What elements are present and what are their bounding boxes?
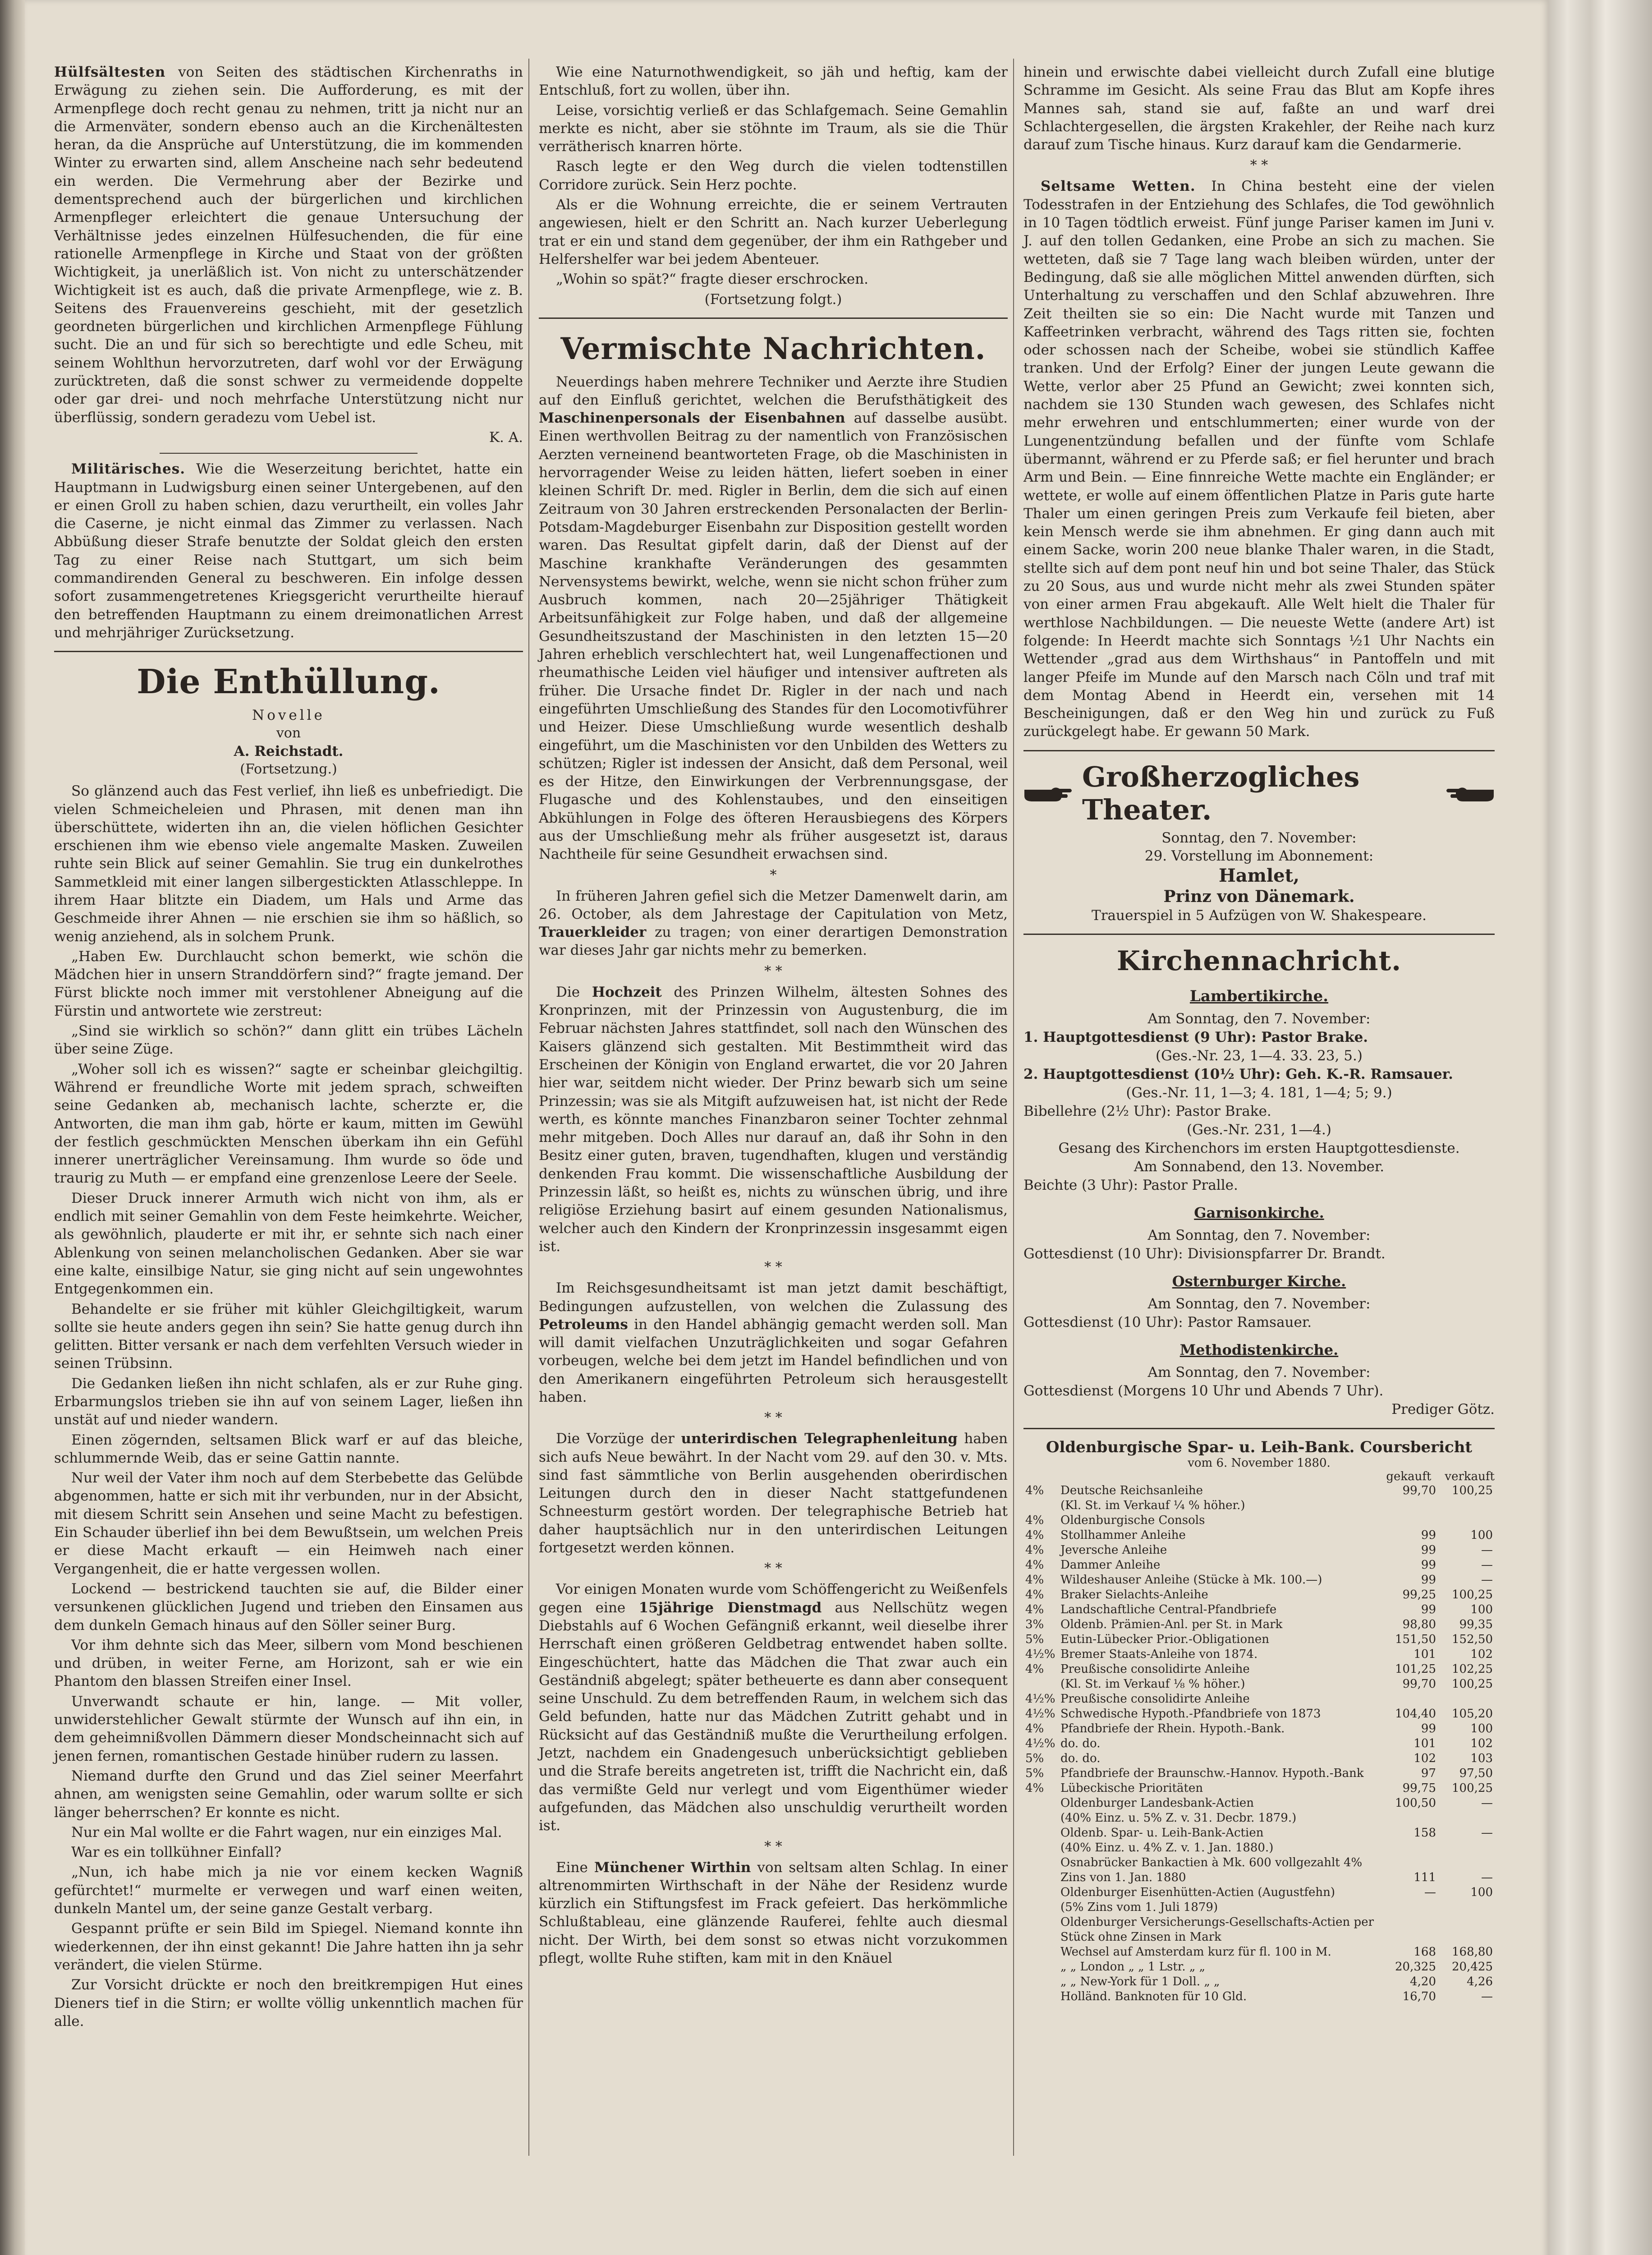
bank-security-name: Wechsel auf Amsterdam kurz für fl. 100 in M. — [1060, 1945, 1331, 1959]
bank-price-sold — [1438, 1841, 1495, 1855]
news-text: des Prinzen Wilhelm, ältesten Sohnes des Kronprinzen, mit der Prinzessin von Augustenburg, die im Februar nächsten Jahres stattfindet, soll nach den Wünschen des Kaisers glänzend sich gestalten. Mit Bestimmtheit wird das Erscheinen der Königin von England erwartet, die vor 20 Jahren hier war, seitdem nicht wieder. Der Prinz bewarb sich um seine Prinzessin; was sie als Mitgift aufzuweisen hat, ist nicht der Rede werth, es könnte manches Finanzbaron seiner Tochter zehnmal mehr mitgeben. Doch Alles nur darauf an, daß ihr Sohn in den Besitz einer guten, braven, tugendhaften, klugen und verständig denkenden Frau kommt. Die wissenschaftliche Ausbildung der Prinzessin läßt, so heißt es, nichts zu wünschen übrig, und ihre religiöse Erziehung basirt auf einem gesunden Nationalismus, welcher auch den Kindern der Kronprinzessin insgesammt eigen ist. — [539, 984, 1008, 1255]
news-text: Die — [556, 984, 580, 1000]
article-paragraph — [54, 63, 523, 427]
bank-price-sold: 20,425 — [1452, 1960, 1493, 1974]
bank-price-bought: 111 — [1413, 1870, 1436, 1884]
novel-genre: Novelle — [252, 707, 325, 724]
bank-price-bought — [1381, 1841, 1438, 1855]
bank-security-name: Dammer Anleihe — [1060, 1558, 1161, 1572]
bank-rate-pct — [1023, 1974, 1059, 1989]
theatre-play-subtitle: Prinz von Dänemark. — [1163, 887, 1355, 906]
bank-row — [1023, 1602, 1495, 1617]
bank-security-name: Schwedische Hypoth.-Pfandbriefe von 1873 — [1060, 1707, 1321, 1721]
bank-row — [1023, 1766, 1495, 1781]
church-name: Garnisonkirche. — [1194, 1204, 1324, 1221]
bank-security-name: „ „ London „ „ 1 Lstr. „ „ — [1060, 1960, 1206, 1974]
bank-security-name: Jeversche Anleihe — [1060, 1543, 1167, 1557]
bank-price-bought: 99 — [1421, 1558, 1436, 1572]
news-item — [539, 1279, 1008, 1406]
bank-row — [1023, 1870, 1495, 1885]
bank-price-bought: 16,70 — [1402, 1989, 1436, 2003]
bank-security-name: Oldenburger Landesbank-Actien — [1060, 1796, 1254, 1810]
bank-price-sold: 97,50 — [1459, 1766, 1493, 1780]
bank-row — [1023, 1483, 1495, 1498]
news-text: Neuerdings haben mehrere Techniker und Aerzte ihre Studien auf den Einfluß gerichtet, welchen die Berufsthätigkeit des — [539, 373, 1008, 408]
bank-rate-pct: 4½% — [1025, 1736, 1055, 1750]
bank-price-sold — [1438, 1900, 1495, 1915]
bank-rate-pct: 4% — [1025, 1513, 1044, 1527]
bank-row — [1023, 1855, 1495, 1870]
novel-paragraph: Nur weil der Vater ihm noch auf dem Sterbebette das Gelübde abgenommen, hatte er sich mit ihr verbunden, nur in der Absicht, mit diesem Schritt sein Ansehen und seine Macht zu befestigen. Ein Schauder überlief ihn bei dem Bewußtsein, um welchen Preis er diese Macht erkauft — ein Heimweh nach einer Vergangenheit, die er hatte vergessen wollen. — [54, 1470, 523, 1577]
bank-row — [1023, 1960, 1495, 1974]
bank-security-name: Stollhammer Anleihe — [1060, 1528, 1186, 1542]
item-separator: * * — [764, 1259, 782, 1275]
item-separator: * * — [764, 1838, 782, 1855]
bank-price-bought: 151,50 — [1395, 1632, 1436, 1646]
bank-security-name: „ „ New-York für 1 Doll. „ „ — [1060, 1974, 1220, 1988]
bank-column-headers — [1023, 1470, 1495, 1483]
novel-paragraph: Wie eine Naturnothwendigkeit, so jäh und heftig, kam der Entschluß, fort zu wollen, über ihn. — [539, 64, 1008, 99]
bank-rates-table — [1023, 1483, 1495, 2004]
church-line: Beichte (3 Uhr): Pastor Pralle. — [1023, 1177, 1238, 1193]
bank-price-bought: 100,50 — [1395, 1796, 1436, 1810]
bank-price-bought: 4,20 — [1410, 1974, 1436, 1988]
bank-security-name: Oldenburger Eisenhütten-Actien (Augustfehn) — [1060, 1885, 1335, 1899]
bank-row — [1023, 1736, 1495, 1751]
bank-price-bought: 99,75 — [1402, 1781, 1436, 1795]
section-rule — [54, 651, 523, 652]
bank-row — [1023, 1662, 1495, 1677]
bank-price-sold: — — [1481, 1573, 1493, 1587]
church-line: Am Sonntag, den 7. November: — [1147, 1227, 1371, 1243]
church-line: Prediger Götz. — [1391, 1401, 1495, 1417]
bank-price-sold: 102 — [1470, 1647, 1493, 1661]
bank-row — [1023, 1558, 1495, 1573]
bank-rate-pct — [1023, 1885, 1059, 1900]
bank-row — [1023, 1751, 1495, 1766]
bank-price-sold — [1438, 1498, 1495, 1513]
novel-paragraph: Unverwandt schaute er hin, lange. — Mit voller, unwiderstehlicher Gewalt stürmte der Wunsch auf ihn ein, in dem geheimnißvollen Dämmern dieser Mondscheinnacht sich auf jenen fernen, romantischen Gestade hinüber rudern zu lassen. — [54, 1693, 523, 1764]
bank-security-name: Preußische consolidirte Anleihe — [1060, 1662, 1250, 1676]
bank-security-name: Lübeckische Prioritäten — [1060, 1781, 1203, 1795]
news-text: Eine — [556, 1859, 588, 1876]
bank-security-name: (Kl. St. im Verkauf ⅛ % höher.) — [1060, 1677, 1245, 1691]
bank-rate-pct — [1023, 1796, 1059, 1811]
column-rule — [528, 59, 529, 2156]
bank-price-bought: 101 — [1413, 1647, 1436, 1661]
bank-price-bought: 99 — [1421, 1573, 1436, 1587]
novel-paragraph: Rasch legte er den Weg durch die vielen todtenstillen Corridore zurück. Sein Herz pochte. — [539, 158, 1008, 193]
church-name: Osternburger Kirche. — [1172, 1272, 1346, 1290]
bank-rate-pct — [1023, 1498, 1059, 1513]
bank-rate-pct: 4% — [1025, 1588, 1044, 1602]
bank-price-bought — [1381, 1915, 1438, 1945]
bank-rate-pct — [1023, 1960, 1059, 1974]
news-item — [539, 373, 1008, 864]
bank-price-bought: 99 — [1421, 1543, 1436, 1557]
bank-row — [1023, 1632, 1495, 1647]
news-text: in den Handel abhängig gemacht werden soll. Man will damit vielfachen Unzuträglichkeiten und sogar Gefahren vorbeugen, welche bei dem jetzt im Handel befindlichen und von den Amerikanern eingeführten Petroleum sich herausgestellt haben. — [539, 1316, 1008, 1405]
bank-row — [1023, 1528, 1495, 1543]
section-rule — [1023, 750, 1495, 751]
novel-paragraph: Behandelte er sie früher mit kühler Gleichgiltigkeit, warum sollte sie heute anders gegen ihn sein? Sie hatte genug durch ihn gelitten. Bitter versank er nach dem verfehlten Versuch wieder in seinen Trübsinn. — [54, 1301, 523, 1372]
item-separator: * * — [764, 1410, 782, 1426]
bank-price-sold: 100 — [1470, 1528, 1493, 1542]
theatre-header — [1023, 760, 1495, 826]
bank-price-bought: 99,70 — [1402, 1677, 1436, 1691]
bank-security-name: Pfandbriefe der Rhein. Hypoth.-Bank. — [1060, 1721, 1285, 1735]
bank-price-bought: 101 — [1413, 1736, 1436, 1750]
bank-price-sold: 100,25 — [1452, 1781, 1493, 1795]
church-line: 2. Hauptgottesdienst (10½ Uhr): Geh. K.-R. Ramsauer. — [1023, 1066, 1453, 1082]
novel-paragraph: Zur Vorsicht drückte er noch den breitkrempigen Hut eines Dieners tief in die Stirn; er wollte völlig unkenntlich machen für alle. — [54, 1977, 523, 2030]
theatre-date: Sonntag, den 7. November: — [1161, 829, 1357, 846]
bank-price-sold: — — [1481, 1543, 1493, 1557]
bank-row — [1023, 1945, 1495, 1960]
novel-paragraph: Als er die Wohnung erreichte, die er seinem Vertrauten angewiesen, hielt er den Schritt an. Nach kurzer Ueberlegung trat er ein und stand dem gegenüber, der ihm ein Rathgeber und Helfershelfer war bei jedem Abenteuer. — [539, 197, 1008, 267]
church-line: (Ges.-Nr. 11, 1—3; 4. 181, 1—4; 5; 9.) — [1126, 1084, 1392, 1101]
news-keyword: Petroleums — [539, 1316, 628, 1333]
novel-paragraph: „Sind sie wirklich so schön?“ dann glitt ein trübes Lächeln über seine Züge. — [54, 1023, 523, 1058]
bank-price-sold — [1438, 1811, 1495, 1826]
bank-row — [1023, 1692, 1495, 1707]
bank-row — [1023, 1721, 1495, 1736]
column-2 — [539, 63, 1008, 1969]
news-keyword: Seltsame Wetten. — [1041, 178, 1196, 195]
news-text: In früheren Jahren gefiel sich die Metzer Damenwelt darin, am 26. October, als dem Jahrestage der Capitulation von Metz, — [539, 888, 1008, 922]
bank-row — [1023, 1974, 1495, 1989]
novel-paragraph: Niemand durfte den Grund und das Ziel seiner Meerfahrt ahnen, am wenigsten seine Gemahlin, oder warum sollte er sich länger beherrschen? Er konnte es nicht. — [54, 1767, 523, 1821]
bank-price-bought: 99,70 — [1402, 1483, 1436, 1497]
bank-price-sold — [1438, 1855, 1495, 1870]
bank-security-name: (5% Zins vom 1. Juli 1879) — [1060, 1900, 1218, 1914]
novel-by: von — [276, 725, 301, 741]
bank-price-sold: — — [1481, 1558, 1493, 1572]
news-item — [1023, 177, 1495, 741]
article-lead: Hülfsältesten — [54, 64, 166, 80]
bank-rate-pct: 5% — [1025, 1751, 1044, 1765]
bank-row — [1023, 1707, 1495, 1721]
news-text: Vor einigen Monaten wurde vom Schöffengericht zu Weißenfels gegen eine — [539, 1581, 1008, 1616]
bank-rate-pct: 4½% — [1025, 1692, 1055, 1706]
bank-security-name: Bremer Staats-Anleihe von 1874. — [1060, 1647, 1258, 1661]
bank-rate-pct: 5% — [1025, 1766, 1044, 1780]
bank-rate-pct — [1023, 1900, 1059, 1915]
bank-price-bought: — — [1424, 1885, 1436, 1899]
bank-col-bought: gekauft — [1386, 1469, 1432, 1483]
bank-security-name: (Kl. St. im Verkauf ¼ % höher.) — [1060, 1498, 1245, 1512]
news-keyword: Trauerkleider — [539, 924, 647, 941]
bank-price-bought: 20,325 — [1395, 1960, 1436, 1974]
bank-row — [1023, 1677, 1495, 1692]
church-name: Methodistenkirche. — [1179, 1341, 1339, 1358]
item-separator: * * — [764, 963, 782, 979]
bank-row — [1023, 1498, 1495, 1513]
bank-report-title: Oldenburgische Spar- u. Leih-Bank. Coursbericht — [1046, 1438, 1473, 1456]
bank-security-name: Preußische consolidirte Anleihe — [1060, 1692, 1250, 1706]
article-signature: K. A. — [489, 429, 523, 446]
bank-rate-pct — [1023, 1841, 1059, 1855]
bank-price-bought: 97 — [1421, 1766, 1436, 1780]
news-keyword: Hochzeit — [592, 984, 662, 1000]
news-text: In China besteht eine der vielen Todesstrafen in der Entziehung des Schlafes, die Tod gewöhnlich in 10 Tagen tödtlich erweist. Fünf junge Pariser kamen im Juni v. J. auf den tollen Gedanken, eine Probe an sich zu machen. Sie wetteten, daß sie 7 Tage lang wach bleiben würden, unter der Bedingung, daß sie alle möglichen Mittel anwenden dürften, sich Unterhaltung zu verschaffen und den Schlaf abzuwehren. Ihre Zeit theilten sie so ein: Die Nacht wurde mit Tanzen und Kaffeetrinken verbracht, während des Tags ritten sie, fochten oder schossen nach der Scheibe, wobei sie stündlich Kaffee tranken. Und der Erfolg? Einer der jungen Leute gewann die Wette, verlor aber 25 Pfund an Gewicht; zwei konnten sich, nachdem sie 130 Stunden wach gewesen, des Schlafes nicht mehr erwehren und entschlummerten; einer wurde von der Lungenentzündung befallen und der fünfte vom Schlafe übermannt, während er zu Pferde saß; er fiel herunter und brach Arm und Bein. — Eine finnreiche Wette machte ein Engländer; er wettete, er wolle auf einem öffentlichen Platze in Paris gute harte Thaler um einen geringen Preis zum Verkaufe feil bieten, aber kein Mensch werde sie ihm abnehmen. Er ging dann auch mit einem Sacke, worin 200 neue blanke Thaler waren, in die Stadt, stellte sich auf dem pont neuf hin und bot seine Thaler, das Stück zu 20 Sous, aus und wurde nicht mehr als zwei Stunden später von einer armen Frau abgekauft. Alle Welt hielt die Thaler für werthlose Nachbildungen. — Die neueste Wette (andere Art) ist folgende: In Heerdt machte sich Sonntags ½1 Uhr Nachts ein Wettender „grad aus dem Wirthshaus“ in Pantoffeln und mit langer Pfeife im Munde auf den Marsch nach Cöln und traf mit dem Montag Abend in Heerdt ein, versehen mit 14 Bescheinigungen, daß er den Weg hin und zurück zu Fuß zurückgelegt habe. Er gewann 50 Mark. — [1023, 178, 1495, 740]
bank-price-bought — [1381, 1692, 1438, 1707]
bank-row — [1023, 1811, 1495, 1826]
bank-price-bought: 99 — [1421, 1721, 1436, 1735]
bank-price-bought: 158 — [1413, 1826, 1436, 1840]
bank-report-date: vom 6. November 1880. — [1188, 1456, 1331, 1470]
church-line: Am Sonntag, den 7. November: — [1147, 1010, 1371, 1027]
bank-price-sold: — — [1481, 1989, 1493, 2003]
bank-rate-pct: 4% — [1025, 1558, 1044, 1572]
bank-price-sold: 4,26 — [1467, 1974, 1493, 1988]
section-rule — [539, 318, 1008, 319]
bank-price-bought: 99,25 — [1402, 1588, 1436, 1602]
bank-price-sold: 168,80 — [1452, 1945, 1493, 1959]
novel-author: A. Reichstadt. — [234, 743, 344, 760]
church-line: Gesang des Kirchenchors im ersten Hauptgottesdienste. — [1058, 1140, 1460, 1156]
bank-row — [1023, 1647, 1495, 1662]
bank-row — [1023, 1826, 1495, 1841]
bank-row — [1023, 1588, 1495, 1602]
column-3 — [1023, 63, 1495, 2004]
bank-price-sold: 100,25 — [1452, 1588, 1493, 1602]
bank-rate-pct — [1023, 1945, 1059, 1960]
bank-row — [1023, 1841, 1495, 1855]
news-keyword: unterirdischen Telegraphenleitung — [681, 1431, 958, 1447]
bank-security-name: Oldenburger Versicherungs-Gesellschafts-Actien per Stück ohne Zinsen in Mark — [1060, 1915, 1374, 1944]
news-item — [539, 887, 1008, 960]
bank-price-sold: — — [1481, 1826, 1493, 1840]
church-line: 1. Hauptgottesdienst (9 Uhr): Pastor Brake. — [1023, 1029, 1368, 1045]
church-name: Lambertikirche. — [1189, 987, 1329, 1005]
bank-price-bought — [1381, 1811, 1438, 1826]
bank-price-sold: 100,25 — [1452, 1483, 1493, 1497]
bank-price-sold: 99,35 — [1459, 1617, 1493, 1631]
bank-row — [1023, 1900, 1495, 1915]
bank-price-bought — [1381, 1498, 1438, 1513]
scan-binding-edge — [0, 0, 25, 2255]
item-separator: * * — [764, 1560, 782, 1577]
news-item — [539, 1859, 1008, 1968]
bank-security-name: Landschaftliche Central-Pfandbriefe — [1060, 1602, 1277, 1616]
section-title: Vermischte Nachrichten. — [560, 331, 986, 366]
bank-price-sold — [1438, 1915, 1495, 1945]
bank-price-bought: 99 — [1421, 1602, 1436, 1616]
bank-row — [1023, 1796, 1495, 1811]
church-line: Gottesdienst (10 Uhr): Divisionspfarrer Dr. Brandt. — [1023, 1245, 1386, 1262]
bank-security-name: Oldenb. Spar- u. Leih-Bank-Actien — [1060, 1826, 1264, 1840]
bank-rate-pct: 4½% — [1025, 1707, 1055, 1721]
news-text: auf dasselbe ausübt. Einen werthvollen Beitrag zu der namentlich von Französischen Aerzten verneinend beantworteten Frage, ob die Maschinisten in hervorragender Weise zu leiden hätten, liefert soeben in einer kleinen Schrift Dr. med. Rigler in Berlin, dem die sich auf einen Zeitraum von 30 Jahren erstreckenden Personalacten der Berlin-Potsdam-Magdeburger Eisenbahn zur Disposition gestellt worden waren. Das Resultat gipfelt darin, daß der Dienst auf der Maschine krankhafte Veränderungen des gesammten Nervensystems bewirkt, welche, wenn sie nicht schon früher zum Ausbruch kommen, nach 20—25jähriger Thätigkeit Arbeitsunfähigkeit zur Folge haben, und daß der allgemeine Gesundheitszustand der Maschinisten in den letzten 15—20 Jahren erheblich verschlechtert hat, weil Lungenaffectionen und rheumathische Leiden viel häufiger und intensiver auftreten als früher. Die Ursache findet Dr. Rigler in der nach und nach eingeführten Umschließung des Standes für den Locomotivführer und Heizer. Diese Umschließung wurde wesentlich deshalb eingeführt, um die Maschinisten vor den Unbilden des Wetters zu schützen; Rigler ist indessen der Ansicht, daß dem Personal, weil es der Hitze, den Einwirkungen der Verbrennungsgase, der Flugasche und des Kohlenstaubes, und den einseitigen Abkühlungen in Folge des öfteren Herausbiegens des Körpers aus der Umschließung mehr als früher ausgesetzt ist, daraus Nachtheile für seine Gesundheit erwachsen sind. — [539, 410, 1008, 863]
bank-security-name: Oldenburgische Consols — [1060, 1513, 1205, 1527]
church-line: Am Sonnabend, den 13. November. — [1133, 1158, 1385, 1175]
novel-paragraph: War es ein tollkühner Einfall? — [71, 1844, 282, 1861]
bank-price-bought — [1381, 1855, 1438, 1870]
bank-rate-pct — [1023, 1915, 1059, 1945]
bank-price-sold — [1438, 1513, 1495, 1528]
novel-paragraph: Leise, vorsichtig verließ er das Schlafgemach. Seine Gemahlin merkte es nicht, aber sie stöhnte im Traum, als sie die Thür verrätherisch knarren hörte. — [539, 102, 1008, 155]
bank-col-sold: verkauft — [1445, 1469, 1495, 1483]
pointing-hand-left-icon — [1445, 783, 1495, 803]
bank-row — [1023, 1513, 1495, 1528]
bank-security-name: Pfandbriefe der Braunschw.-Hannov. Hypoth.-Bank — [1060, 1766, 1364, 1780]
novel-continuation: (Fortsetzung.) — [240, 761, 337, 778]
bank-row — [1023, 1781, 1495, 1796]
pointing-hand-right-icon — [1023, 783, 1073, 803]
news-item — [539, 1430, 1008, 1557]
news-text: haben sich aufs Neue bewährt. In der Nacht vom 29. auf den 30. v. Mts. sind fast sämmtliche von Berlin ausgehenden oberirdischen Leitungen durch den in dieser Nacht stattgefundenen Schneesturm gestört worden. Der telegraphische Betrieb hat daher hauptsächlich nur in den unterirdischen Leitungen fortgesetzt werden können. — [539, 1431, 1008, 1556]
church-line: Bibellehre (2½ Uhr): Pastor Brake. — [1023, 1103, 1271, 1119]
bank-rate-pct: 4% — [1025, 1573, 1044, 1587]
theatre-performance: 29. Vorstellung im Abonnement: — [1144, 847, 1374, 864]
bank-security-name: Braker Sielachts-Anleihe — [1060, 1588, 1208, 1602]
novel-paragraph: Gespannt prüfte er sein Bild im Spiegel. Niemand konnte ihn wiederkennen, der ihn einst gekannt! Die Jahre hatten ihn ja sehr verändert, die vielen Stürme. — [54, 1920, 523, 1973]
bank-rate-pct: 5% — [1025, 1632, 1044, 1646]
church-line: (Ges.-Nr. 231, 1—4.) — [1187, 1121, 1331, 1138]
bank-rate-pct — [1023, 1811, 1059, 1826]
bank-security-name: Wildeshauser Anleihe (Stücke à Mk. 100.—) — [1060, 1573, 1322, 1587]
bank-price-sold: 103 — [1470, 1751, 1493, 1765]
bank-rate-pct: 4½% — [1025, 1647, 1055, 1661]
bank-price-sold: — — [1481, 1870, 1493, 1884]
bank-price-sold: — — [1481, 1796, 1493, 1810]
novel-paragraph: „Nun, ich habe mich ja nie vor einem kecken Wagniß gefürchtet!“ murmelte er verwegen und warf einen weiten, dunkeln Mantel um, der seine ganze Gestalt verbarg. — [54, 1864, 523, 1917]
item-separator: * — [770, 867, 777, 883]
column-rule — [1013, 59, 1014, 2156]
church-line: Gottesdienst (10 Uhr): Pastor Ramsauer. — [1023, 1314, 1312, 1330]
bank-price-bought — [1381, 1900, 1438, 1915]
bank-price-sold: 105,20 — [1452, 1707, 1493, 1721]
bank-security-name: Zins von 1. Jan. 1880 — [1060, 1870, 1186, 1884]
bank-rate-pct: 4% — [1025, 1662, 1044, 1676]
news-item — [539, 1580, 1008, 1835]
news-item — [539, 983, 1008, 1256]
bank-rate-pct — [1023, 1677, 1059, 1692]
novel-paragraph: So glänzend auch das Fest verlief, ihn ließ es unbefriedigt. Die vielen Schmeicheleien und Phrasen, mit denen man ihn überschüttete, widerten ihn an, die vielen höflichen Gesichter erschienen ihm wie ebenso viele angemalte Masken. Zuweilen ruhte sein Blick auf seiner Gemahlin. Sie trug ein dunkelrothes Sammetkleid mit einer langen silbergestickten Atlasschleppe. In ihrem Haar blitzte ein Diadem, um Hals und Arme das Geschmeide ihrer Ahnen — nie erschien sie ihm so häßlich, so wenig anziehend, als in solchem Prunk. — [54, 783, 523, 945]
novel-paragraph: Dieser Druck innerer Armuth wich nicht von ihm, als er endlich mit seiner Gemahlin von dem Feste heimkehrte. Weicher, als gewöhnlich, plauderte er mit ihr, er sehnte sich nach einer Ablenkung von seinen melancholischen Gedanken. Aber sie war eine kalte, einsilbige Natur, sie ging nicht auf sein ungewohntes Entgegenkommen ein. — [54, 1190, 523, 1298]
theatre-play: Hamlet, — [1218, 865, 1300, 886]
bank-price-bought: 104,40 — [1395, 1707, 1436, 1721]
news-keyword: 15jährige Dienstmagd — [638, 1599, 822, 1616]
bank-price-bought: 99 — [1421, 1528, 1436, 1542]
novel-paragraph: Die Gedanken ließen ihn nicht schlafen, als er zur Ruhe ging. Erbarmungslos trieben sie ihn auf von seinem Lager, ließen ihn unstät auf und nieder wandern. — [54, 1375, 523, 1428]
bank-row — [1023, 1989, 1495, 2004]
bank-price-sold: 102 — [1470, 1736, 1493, 1750]
bank-price-bought: 101,25 — [1395, 1662, 1436, 1676]
novel-title: Die Enthüllung. — [137, 663, 441, 702]
section-rule — [1023, 934, 1495, 935]
novel-paragraph: Vor ihm dehnte sich das Meer, silbern vom Mond beschienen und drüben, in weiter Ferne, am Horizont, sah er wie ein Phantom den blassen Streifen einer Insel. — [54, 1637, 523, 1690]
bank-rate-pct: 4% — [1025, 1721, 1044, 1735]
bank-price-bought: 102 — [1413, 1751, 1436, 1765]
bank-price-sold: 100 — [1470, 1602, 1493, 1616]
article-paragraph — [54, 460, 523, 642]
column-1 — [54, 63, 523, 2032]
church-line: Am Sonntag, den 7. November: — [1147, 1295, 1371, 1312]
bank-security-name: do. do. — [1060, 1751, 1101, 1765]
bank-rate-pct: 4% — [1025, 1483, 1044, 1497]
bank-price-sold: 100 — [1470, 1721, 1493, 1735]
bank-price-bought — [1381, 1513, 1438, 1528]
bank-security-name: (40% Einz. u. 5% Z. v. 31. Decbr. 1879.) — [1060, 1811, 1297, 1825]
church-line: Gottesdienst (Morgens 10 Uhr und Abends 7 Uhr). — [1023, 1382, 1384, 1399]
news-keyword: Münchener Wirthin — [594, 1859, 751, 1876]
novel-paragraph: Lockend — bestrickend tauchten sie auf, die Bilder einer versunkenen glücklichen Jugend und trieben den Einsamen aus dem dunkeln Gemach hinaus auf den Söller seiner Burg. — [54, 1580, 523, 1634]
bank-rate-pct: 4% — [1025, 1602, 1044, 1616]
bank-rate-pct — [1023, 1989, 1059, 2004]
bank-price-sold: 100,25 — [1452, 1677, 1493, 1691]
theatre-description: Trauerspiel in 5 Aufzügen von W. Shakespeare. — [1092, 907, 1427, 924]
bank-row — [1023, 1915, 1495, 1945]
bank-security-name: Oldenb. Prämien-Anl. per St. in Mark — [1060, 1617, 1283, 1631]
bank-price-bought: 168 — [1413, 1945, 1436, 1959]
novel-paragraph: Einen zögernden, seltsamen Blick warf er auf das bleiche, schlummernde Weib, das er seine Gattin nannte. — [54, 1431, 523, 1466]
bank-security-name: (40% Einz. u. 4% Z. v. 1. Jan. 1880.) — [1060, 1841, 1274, 1855]
novel-paragraph: „Woher soll ich es wissen?“ sagte er scheinbar gleichgiltig. Während er freundliche Worte mit jedem sprach, schweiften seine Gedanken ab, mechanisch lachte, scherzte er, die Antworten, die man ihm gab, hörte er kaum, mitten im Gewühl der festlich geschmückten Menschen überkam ihn ein Gefühl innerer unerträglicher Vereinsamung. Ihm wurde so öde und traurig zu Muth — er empfand eine grenzenlose Leere der Seele. — [54, 1061, 523, 1187]
article-lead: Militärisches. — [71, 461, 185, 478]
church-title: Kirchennachricht. — [1116, 945, 1402, 977]
section-rule — [1023, 1428, 1495, 1429]
church-line: (Ges.-Nr. 23, 1—4. 33. 23, 5.) — [1156, 1047, 1363, 1064]
bank-row — [1023, 1573, 1495, 1588]
news-text: aus Nellschütz wegen Diebstahls auf 6 Wochen Gefängniß erkannt, weil dieselbe ihrer Herrschaft einen größeren Geldbetrag entwendet haben sollte. Eingeschüchtert, hatte das Mädchen die That zwar auch ein Geständniß abgelegt; später betheuerte es dann aber consequent seine Unschuld. Zu dem betreffenden Raum, in welchem sich das Geld befunden, hatte nur das Mädchen Zutritt gehabt und in Rücksicht auf das Geständniß mußte die Verurtheilung erfolgen. Jetzt, nachdem ein Gnadengesuch unberücksichtigt geblieben und die Strafe bereits angetreten ist, trifft die Nachricht ein, daß das vermißte Geld nur verlegt und vom Eigenthümer wieder aufgefunden, das Mädchen also unschuldig verurtheilt worden ist. — [539, 1599, 1008, 1834]
newspaper-page — [25, 0, 1549, 2255]
bank-row — [1023, 1885, 1495, 1900]
bank-price-sold: 152,50 — [1452, 1632, 1493, 1646]
news-text: Die Vorzüge der — [556, 1431, 675, 1447]
news-text: zu tragen; von einer derartigen Demonstration war dieses Jahr gar nichts mehr zu bemerken. — [539, 924, 1008, 959]
bank-row — [1023, 1617, 1495, 1632]
article-text: Wie die Weserzeitung berichtet, hatte ein Hauptmann in Ludwigsburg einen seiner Untergebenen, auf den er einen Groll zu haben schien, dazu verurtheilt, ein volles Jahr die Caserne, je nicht einmal das Zimmer zu verlassen. Nach Abbüßung dieser Strafe benutzte der Soldat gleich den ersten Tag zu einer Reise nach Stuttgart, um sich beim commandirenden General zu beschweren. Ein infolge dessen sofort zusammengetretenes Kriegsgericht verurtheilte hierauf den betreffenden Hauptmann zu einem dreimonatlichen Arrest und mehrjähriger Zurücksetzung. — [54, 461, 523, 641]
bank-price-bought: 98,80 — [1402, 1617, 1436, 1631]
novel-paragraph: „Wohin so spät?“ fragte dieser erschrocken. — [556, 271, 869, 288]
church-line: Am Sonntag, den 7. November: — [1147, 1364, 1371, 1381]
bank-row — [1023, 1543, 1495, 1558]
bank-rate-pct: 4% — [1025, 1528, 1044, 1542]
news-text: von seltsam alten Schlag. In einer altrenommirten Wirthschaft in der Nähe der Residenz wurde kürzlich ein Stiftungsfest im Frack gefeiert. Das herkömmliche Schlußtableau, eine glänzende Rauferei, fehlte auch diesmal nicht. Der Wirth, bei dem sonst so etwas nicht vorzukommen pflegt, wollte Ruhe stiften, kam mit in den Knäuel — [539, 1859, 1008, 1967]
item-separator: * * — [1250, 157, 1268, 174]
bank-security-name: Holländ. Banknoten für 10 Gld. — [1060, 1989, 1247, 2003]
bank-security-name: Deutsche Reichsanleihe — [1060, 1483, 1203, 1497]
page-stack-edge — [1549, 0, 1652, 2255]
bank-rate-pct — [1023, 1855, 1059, 1870]
bank-security-name: do. do. — [1060, 1736, 1101, 1750]
bank-price-sold — [1438, 1692, 1495, 1707]
bank-rate-pct: 4% — [1025, 1543, 1044, 1557]
bank-rate-pct: 4% — [1025, 1781, 1044, 1795]
news-text: Im Reichsgesundheitsamt ist man jetzt damit beschäftigt, Bedingungen aufzustellen, von welchen die Zulassung des — [539, 1280, 1008, 1315]
bank-security-name: Eutin-Lübecker Prior.-Obligationen — [1060, 1632, 1269, 1646]
bank-rate-pct: 3% — [1025, 1617, 1044, 1631]
article-text: von Seiten des städtischen Kirchenraths in Erwägung zu ziehen sein. Die Aufforderung, es mit der Armenpflege doch recht genau zu nehmen, tritt ja nicht nur an die Armenväter, sondern ebenso auch an die Kirchenältesten heran, da die Ansprüche auf Unterstützung, die im kommenden Winter zu erwarten sind, allem Anscheine nach sehr bedeutend ein werden. Die Vermehrung aber der Bezirke und dementsprechend auch der bürgerlichen und kirchlichen Armenpfleger erleichtert die genaue Untersuchung der Verhältnisse jedes einzelnen Hülfesuchenden, die für eine rationelle Armenpflege in Kirche und Staat von der größten Wichtigkeit, ja unerläßlich ist. Von nicht zu unterschätzender Wichtigkeit ist es auch, daß die private Armenpflege, wie z. B. Seitens des Frauenvereins geschieht, mit der gesetzlich geordneten bürgerlichen und kirchlichen Armenpflege Fühlung sucht. Die an und für sich so berechtigte und edle Scheu, mit seinem Wohlthun hervorzutreten, darf wohl vor der Erwägung zurücktreten, daß die sonst schwer zu vermeidende doppelte oder gar drei- und noch mehrfache Unterstützung nicht nur überflüssig, sondern geradezu vom Uebel ist. — [54, 64, 523, 426]
novel-to-be-continued: (Fortsetzung folgt.) — [704, 291, 842, 308]
novel-paragraph: Nur ein Mal wollte er die Fahrt wagen, nur ein einziges Mal. — [71, 1824, 502, 1841]
news-keyword: Maschinenpersonals der Eisenbahnen — [539, 410, 845, 427]
bank-rate-pct — [1023, 1826, 1059, 1841]
news-item: hinein und erwischte dabei vielleicht durch Zufall eine blutige Schramme im Gesicht. Als seine Frau das Blut am Kopfe ihres Mannes sah, stand sie auf, faßte an und warf drei Schlachtergesellen, die ärgsten Krakehler, der Reihe nach kurz darauf zum Tische hinaus. Kurz darauf kam die Gendarmerie. — [1023, 64, 1495, 153]
separator — [160, 453, 418, 454]
theatre-title: Großherzogliches Theater. — [1082, 760, 1360, 826]
novel-paragraph: „Haben Ew. Durchlaucht schon bemerkt, wie schön die Mädchen hier in unsern Stranddörfern sind?“ fragte jemand. Der Fürst blickte noch immer mit verstohlener Abneigung auf die Fürstin und antwortete wie zerstreut: — [54, 948, 523, 1019]
bank-price-sold: 102,25 — [1452, 1662, 1493, 1676]
bank-price-sold: 100 — [1470, 1885, 1493, 1899]
bank-security-name: Osnabrücker Bankactien à Mk. 600 vollgezahlt 4% — [1060, 1855, 1363, 1869]
bank-rate-pct — [1023, 1870, 1059, 1885]
